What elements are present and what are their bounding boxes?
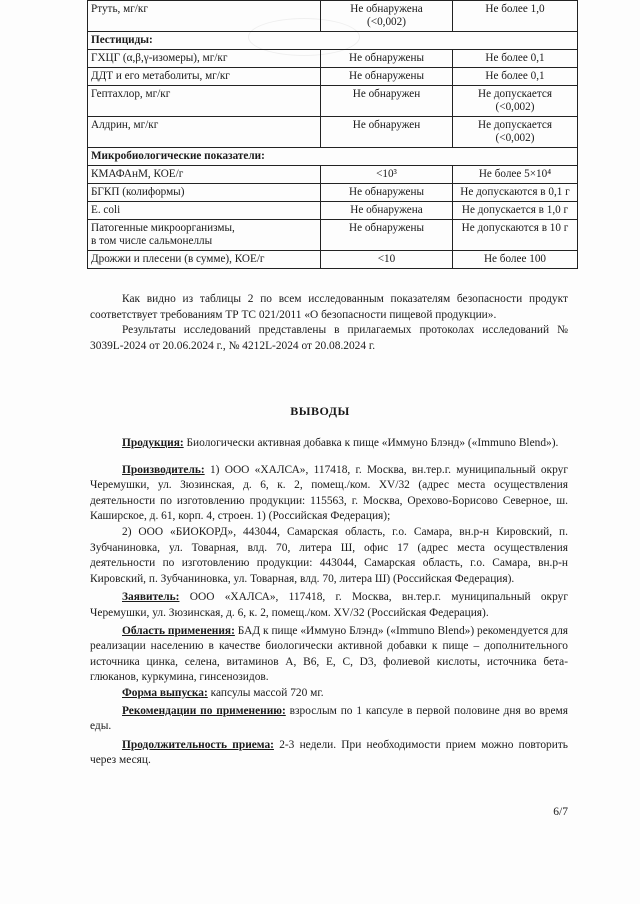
scope-paragraph bbox=[90, 624, 568, 686]
table-row bbox=[88, 1, 578, 32]
table-section-row bbox=[88, 148, 578, 166]
result-cell: <10 bbox=[321, 251, 453, 269]
conclusions-block bbox=[90, 436, 568, 769]
form-paragraph bbox=[90, 686, 568, 702]
norm-cell: Не допускается (<0,002) bbox=[453, 86, 578, 117]
table-row bbox=[88, 68, 578, 86]
page-number: 6/7 bbox=[553, 806, 568, 818]
indicator-cell: Ртуть, мг/кг bbox=[88, 1, 321, 32]
table-section-row bbox=[88, 32, 578, 50]
duration-text: 2-3 недели. При необходимости прием можно повторить через месяц. bbox=[90, 738, 568, 767]
protocols-paragraph: Результаты исследований представлены в прилагаемых протоколах исследований № 3039L-2024 от 20.06.2024 г., № 4212L-2024 от 20.08.2024 г. bbox=[90, 324, 568, 352]
indicator-cell: ГХЦГ (α,β,γ-изомеры), мг/кг bbox=[88, 50, 321, 68]
indicator-cell: Дрожжи и плесени (в сумме), КОЕ/г bbox=[88, 251, 321, 269]
table-row bbox=[88, 251, 578, 269]
result-cell: Не обнаружены bbox=[321, 220, 453, 251]
indicator-cell: КМАФАнМ, КОЕ/г bbox=[88, 166, 321, 184]
section-title: Микробиологические показатели: bbox=[88, 148, 578, 166]
indicator-cell: E. coli bbox=[88, 202, 321, 220]
compliance-paragraph: Как видно из таблицы 2 по всем исследованным показателям безопасности продукт соответствует требованиям ТР ТС 021/2011 «О безопасности пищевой продукции». bbox=[90, 293, 568, 321]
indicator-cell: Патогенные микроорганизмы, в том числе сальмонеллы bbox=[88, 220, 321, 251]
table-row bbox=[88, 117, 578, 148]
table-row bbox=[88, 202, 578, 220]
result-cell: <10³ bbox=[321, 166, 453, 184]
result-cell: Не обнаружен bbox=[321, 117, 453, 148]
norm-cell: Не более 5×10⁴ bbox=[453, 166, 578, 184]
product-text: Биологически активная добавка к пище «Иммуно Блэнд» («Immuno Blend»). bbox=[183, 437, 559, 449]
norm-cell: Не допускается в 1,0 г bbox=[453, 202, 578, 220]
conclusions-heading: ВЫВОДЫ bbox=[290, 404, 350, 418]
norm-cell: Не допускаются в 10 г bbox=[453, 220, 578, 251]
norm-cell: Не более 0,1 bbox=[453, 68, 578, 86]
result-cell: Не обнаружена bbox=[321, 202, 453, 220]
safety-indicators-table bbox=[87, 0, 578, 269]
manufacturer-item-1: 1) ООО «ХАЛСА», 117418, г. Москва, вн.тер.г. муниципальный округ Черемушки, ул. Зюзинская, д. 6, к. 2, помещ./ком. XV/32 (адрес места осуществления деятельности по изготовлению продукции: 115563, г. Москва, Орехово-Борисово Северное, ш. Каширское, д. 61, корп. 4, строен. 1) (Российская Федерация); bbox=[90, 463, 568, 523]
applicant-paragraph bbox=[90, 590, 568, 621]
scope-label: Область применения: bbox=[122, 624, 235, 637]
norm-cell: Не более 1,0 bbox=[453, 1, 578, 32]
norm-cell: Не более 0,1 bbox=[453, 50, 578, 68]
table-row bbox=[88, 50, 578, 68]
norm-cell: Не более 100 bbox=[453, 251, 578, 269]
manufacturer-label: Производитель: bbox=[122, 463, 205, 476]
recommendations-text: взрослым по 1 капсуле в первой половине дня во время еды. bbox=[90, 704, 569, 733]
indicator-cell: БГКП (колиформы) bbox=[88, 184, 321, 202]
indicator-cell: Гептахлор, мг/кг bbox=[88, 86, 321, 117]
table-row bbox=[88, 184, 578, 202]
result-cell: Не обнаружена (<0,002) bbox=[321, 1, 453, 32]
recommendations-label: Рекомендации по применению: bbox=[122, 704, 286, 717]
form-text: капсулы массой 720 мг. bbox=[207, 686, 324, 699]
table-row bbox=[88, 220, 578, 251]
norm-cell: Не допускаются в 0,1 г bbox=[453, 184, 578, 202]
summary-block bbox=[90, 292, 568, 354]
indicator-cell: Алдрин, мг/кг bbox=[88, 117, 321, 148]
form-label: Форма выпуска: bbox=[122, 686, 208, 699]
manufacturer-paragraph bbox=[90, 463, 568, 525]
table-row bbox=[88, 86, 578, 117]
applicant-label: Заявитель: bbox=[122, 591, 180, 604]
norm-cell: Не допускается (<0,002) bbox=[453, 117, 578, 148]
recommendations-paragraph bbox=[90, 704, 568, 735]
result-cell: Не обнаружены bbox=[321, 184, 453, 202]
indicator-cell: ДДТ и его метаболиты, мг/кг bbox=[88, 68, 321, 86]
applicant-text: ООО «ХАЛСА», 117418, г. Москва, вн.тер.г. муниципальный округ Черемушки, ул. Зюзинская, д. 6, к. 2, помещ./ком. XV/32 (Российская Федерация). bbox=[90, 591, 568, 619]
manufacturer-item-2: 2) ООО «БИОКОРД», 443044, Самарская область, г.о. Самара, вн.р-н Кировский, п. Зубчаниновка, ул. Товарная, влд. 70, литера Ш, офис 17 (адрес места осуществления деятельности по изготовлению продукции: 443044, Самарская область, г.о. Самара, вн.р-н Кировский, п. Зубчаниновка, ул. Товарная, влд. 70, литера Ш) (Российская Федерация). bbox=[90, 525, 568, 585]
table-row bbox=[88, 166, 578, 184]
product-label: Продукция: bbox=[122, 437, 184, 449]
result-cell: Не обнаружен bbox=[321, 86, 453, 117]
scope-text: БАД к пище «Иммуно Блэнд» («Immuno Blend») рекомендуется для реализации населению в качестве биологически активной добавки к пище – дополнительного источника цинка, селена, витаминов А, В6, Е, С, D3, фолиевой кислоты, источника бета-глюканов, куркумина, гинсенозидов. bbox=[90, 624, 568, 684]
result-cell: Не обнаружены bbox=[321, 50, 453, 68]
duration-label: Продолжительность приема: bbox=[122, 738, 274, 751]
section-title: Пестициды: bbox=[88, 32, 578, 50]
result-cell: Не обнаружены bbox=[321, 68, 453, 86]
duration-paragraph bbox=[90, 738, 568, 769]
product-paragraph bbox=[90, 436, 568, 452]
